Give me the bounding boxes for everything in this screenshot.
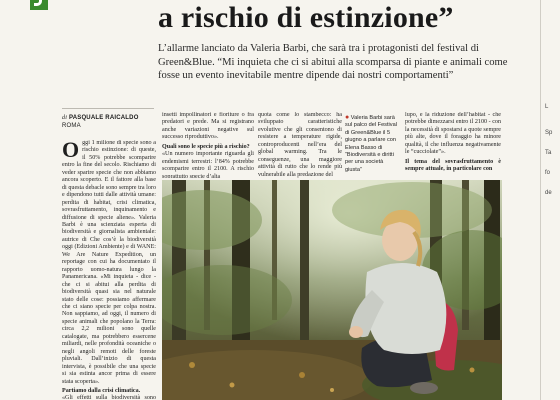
article-column-2 bbox=[162, 112, 254, 178]
article-column-3 bbox=[258, 112, 342, 178]
byline-prefix: di bbox=[62, 115, 68, 121]
strip-text: L bbox=[545, 104, 549, 110]
article-text: ggi 1 milione di specie sono a rischio estinzione: di queste, il 50% potrebbe scomparire entro la fine del secolo. Rischiamo di veder sparire specie che non abbiamo ancora scoperto. E il fattore alla base di questa debacle sono sempre tra loro e dipendono tutti dalle attività umane: perdita di habitat, crisi climatica, sovrasfruttamento, inquinamento e diffusione di specie aliene». Valeria Barbi è una scienziata esperta di biodiversità e giornalista ambientale: autrice di Che cos’è la biodiversità oggi (Edizioni Ambiente) e di WANE: We Are Nature Expedition, un reportage con cui ha documentato il rapporto uomo-natura lungo la Panamericana. «Mi inquieta - dice - che ci si abitui alla perdita di biodiversità quasi sia nel naturale stato delle cose: possiamo affermare che ci siano specie per colpa nostra. Non sappiamo, ad oggi, il numero di specie animali che popolano la Terra: circa 2,2 milioni sono quelle catalogate, ma potrebbero essercene miliardi, nelle profondità oceaniche o negli angoli remoti delle foreste pluviali. Dall’inizio di questa intervista, è possibile che una specie si sia estinta ancor prima di essere stata scoperta». bbox=[62, 140, 156, 385]
headline: a rischio di estinzione” bbox=[158, 1, 454, 34]
strip-text: Ta bbox=[545, 150, 552, 156]
byline-author: PASQUALE RAICALDO bbox=[68, 115, 139, 121]
caption-text: Valeria Barbi sarà sul palco del Festival di Green&Blue il 5 giugno a parlare con Elena Basso di “Biodiversità e diritti per una società giusta” bbox=[345, 115, 397, 173]
byline-place: ROMA bbox=[62, 123, 81, 129]
portrait-photo bbox=[162, 180, 502, 400]
strip-text: de bbox=[545, 190, 552, 196]
byline bbox=[62, 114, 154, 130]
interview-question: Il tema del sovrasfruttamento è sempre attuale, in particolare con bbox=[405, 158, 501, 173]
drop-cap: O bbox=[62, 140, 80, 162]
article-text: insetti impollinatori e fioriture o fra predatori e prede. Ma si registrano anche variazioni negative sul successo riproduttivo». bbox=[162, 112, 254, 141]
forest-photo-image bbox=[162, 180, 502, 400]
photo-caption bbox=[345, 114, 401, 174]
article-column-4 bbox=[405, 112, 501, 178]
strip-text: fo bbox=[545, 170, 551, 176]
adjacent-article-strip bbox=[540, 0, 560, 400]
article-text: quota come lo stambecco: ha sviluppato caratteristiche evolutive che gli consentono di resistere a temperature rigide, controproducenti nell’era del global warming. Tra le conseguenze, una maggiore attività di rutto che lo rende più vulnerabile alla predazione del bbox=[258, 112, 342, 178]
divider bbox=[62, 108, 154, 109]
subheadline: L’allarme lanciato da Valeria Barbi, che sarà tra i protagonisti del festival di Green&Blue. “Mi inquieta che ci si abitui alla scomparsa di piante e animali come fosse un evento inevitabile mentre dipende dai nostri comportamenti” bbox=[158, 43, 508, 81]
article-column-1 bbox=[62, 140, 156, 400]
article-text: «Un numero importante riguarda gli endemismi terrestri: l’84% potrebbe scomparire entro il 2100. A rischio soprattutto specie d’alta bbox=[162, 151, 254, 178]
article-text: «Gli effetti sulla biodiversità sono bbox=[62, 395, 156, 400]
article-text: lupo, e la riduzione dell’habitat - che potrebbe dimezzarsi entro il 2100 - con la necessità di spostarsi a quote sempre più alte, dove il foraggio ha minore qualità, il che influenza negativamente le “cucciolate”». bbox=[405, 112, 501, 156]
interview-question: Quali sono le specie più a rischio? bbox=[162, 143, 250, 150]
caption-bullet-icon: ● bbox=[345, 114, 350, 121]
interview-question: Partiamo dalla crisi climatica. bbox=[62, 387, 141, 394]
strip-text: Sp bbox=[545, 130, 553, 136]
